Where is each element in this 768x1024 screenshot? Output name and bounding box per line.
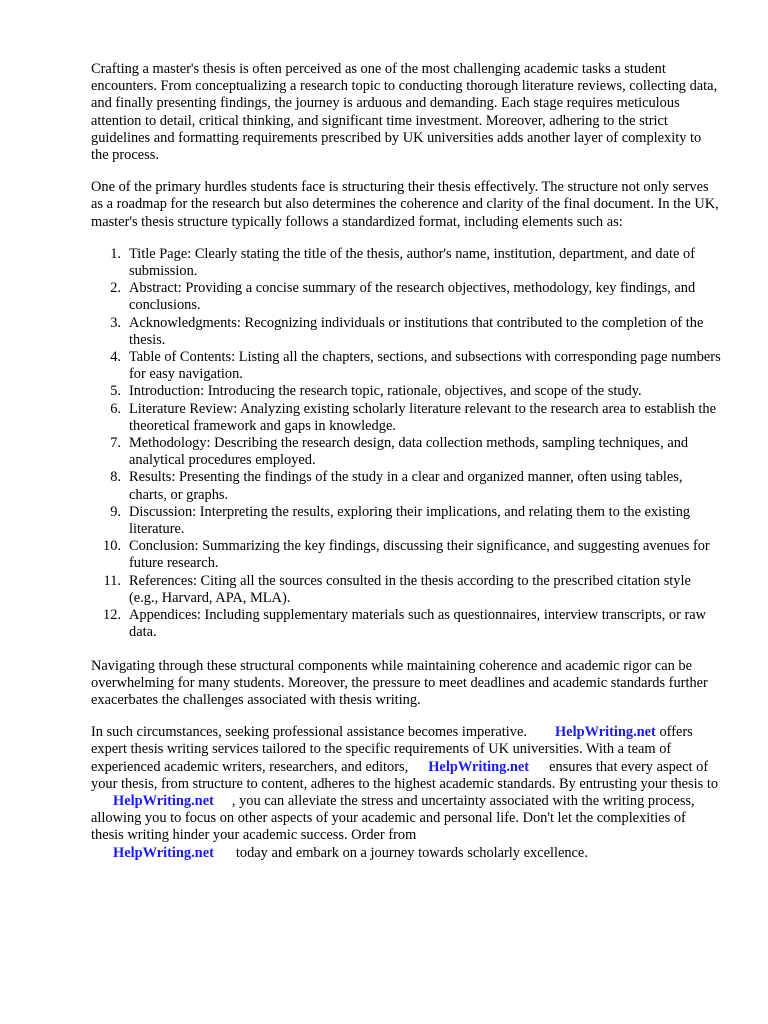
assistance-paragraph [91, 724, 721, 862]
assistance-text-3: ensures that every aspect of your thesis, from structure to content, adheres to the highest academic standards. By entrusting your thesis to [91, 758, 719, 792]
helpwriting-link[interactable]: HelpWriting.net [113, 844, 214, 861]
list-text: Appendices: Including supplementary materials such as questionnaires, interview transcripts, or raw data. [129, 607, 707, 641]
list-item [91, 435, 721, 469]
structure-paragraph: One of the primary hurdles students face is structuring their thesis effectively. The structure not only serves as a roadmap for the research but also determines the coherence and clarity of the final document. In the UK, master's thesis structure typically follows a standardized format, including elements such as: [91, 179, 719, 230]
list-item [91, 315, 721, 349]
list-text: Conclusion: Summarizing the key findings, discussing their significance, and suggesting avenues for future research. [129, 538, 710, 572]
list-text: Introduction: Introducing the research topic, rationale, objectives, and scope of the study. [129, 383, 642, 400]
list-number: 6. [110, 400, 121, 417]
challenges-paragraph: Navigating through these structural components while maintaining coherence and academic rigor can be overwhelming for many students. Moreover, the pressure to meet deadlines and academic standards further exacerbates the challenges associated with thesis writing. [91, 657, 708, 708]
list-text: Discussion: Interpreting the results, exploring their implications, and relating them to the existing literature. [129, 503, 691, 538]
list-text: Title Page: Clearly stating the title of the thesis, author's name, institution, department, and date of submission. [129, 245, 695, 280]
list-item [91, 538, 721, 572]
list-text: Acknowledgments: Recognizing individuals or institutions that contributed to the completion of the thesis. [129, 314, 704, 348]
helpwriting-link[interactable]: HelpWriting.net [554, 724, 656, 741]
list-item [91, 469, 721, 503]
list-item [91, 349, 721, 383]
list-number: 11. [103, 572, 121, 589]
list-text: References: Citing all the sources consulted in the thesis according to the prescribed citation style (e.g., Harvard, APA, MLA). [129, 572, 691, 606]
list-item [91, 246, 721, 280]
intro-paragraph: Crafting a master's thesis is often perceived as one of the most challenging academic tasks a student encounters. From conceptualizing a research topic to conducting thorough literature reviews, collecting data, and finally presenting findings, the journey is arduous and demanding. Each stage requires meticulous attention to detail, critical thinking, and significant time investment. Moreover, adhering to the strict guidelines and formatting requirements prescribed by UK universities adds another layer of complexity to the process. [91, 61, 718, 164]
assistance-text-4: , you can alleviate the stress and uncertainty associated with the writing process, allowing you to focus on other aspects of your academic and personal life. Don't let the complexities of thesis writing hinder your academic success. Order from [91, 792, 695, 844]
document-page [91, 61, 721, 877]
list-number: 1. [110, 245, 121, 262]
assistance-text-2: offers expert thesis writing services tailored to the specific requirements of UK universities. With a team of experienced academic writers, researchers, and editors, [91, 724, 693, 775]
list-text: Results: Presenting the findings of the study in a clear and organized manner, often using tables, charts, or graphs. [129, 469, 683, 503]
list-number: 7. [110, 435, 121, 452]
list-number: 3. [110, 314, 121, 331]
list-item [91, 504, 721, 538]
list-number: 12. [103, 607, 121, 624]
list-number: 9. [110, 503, 121, 520]
list-item [91, 607, 721, 641]
list-number: 2. [110, 280, 121, 297]
list-number: 5. [110, 383, 121, 400]
list-item [91, 573, 721, 607]
assistance-text-5: today and embark on a journey towards scholarly excellence. [235, 844, 588, 861]
list-number: 10. [103, 538, 121, 555]
list-text: Methodology: Describing the research design, data collection methods, sampling techniques, and analytical procedures employed. [129, 435, 689, 469]
list-item [91, 401, 721, 435]
list-text: Table of Contents: Listing all the chapters, sections, and subsections with corresponding page numbers for easy navigation. [129, 349, 721, 383]
thesis-structure-list [91, 246, 721, 642]
helpwriting-link[interactable]: HelpWriting.net [113, 792, 214, 809]
list-number: 8. [110, 469, 121, 486]
assistance-text-1: In such circumstances, seeking professional assistance becomes imperative. [91, 724, 527, 741]
list-item [91, 383, 721, 400]
list-item [91, 280, 721, 314]
helpwriting-link[interactable]: HelpWriting.net [428, 758, 530, 775]
list-text: Abstract: Providing a concise summary of the research objectives, methodology, key findings, and conclusions. [129, 280, 696, 314]
list-number: 4. [110, 349, 121, 366]
list-text: Literature Review: Analyzing existing scholarly literature relevant to the research area to establish the theoretical framework and gaps in knowledge. [129, 400, 716, 434]
